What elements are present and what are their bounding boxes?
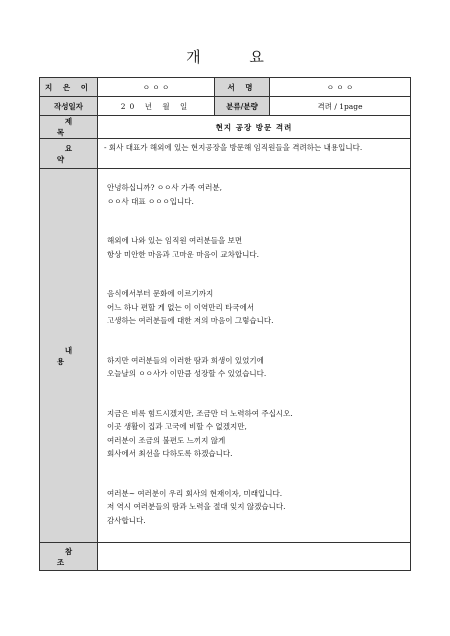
content-line: 해외에 나와 있는 임직원 여러분들을 보면 (107, 236, 243, 245)
content-label: 내 용 (40, 169, 98, 543)
category-value: 격려 / 1page (270, 97, 411, 116)
content-line: 저 역시 여러분들의 땀과 노력을 절대 잊지 않겠습니다. (107, 502, 286, 511)
content-line: 하지만 여러분들의 이러한 땀과 희생이 있었기에 (107, 355, 264, 365)
reference-value (98, 543, 411, 571)
content-line: 음식에서부터 문화에 이르기까지 (107, 289, 214, 298)
paragraph (107, 407, 404, 461)
paragraph (107, 181, 404, 208)
paragraph (107, 234, 404, 261)
paragraph (107, 487, 404, 528)
content-line: 안녕하십니까? ㅇㅇ사 가족 여러분, (107, 183, 222, 192)
summary-label: 요 약 (40, 139, 98, 169)
content-line: 오늘날의 ㅇㅇ사가 이만큼 성장할 수 있었습니다. (107, 369, 267, 378)
subject-label: 제 목 (40, 116, 98, 139)
author-label: 지 은 이 (40, 78, 98, 97)
paragraph (107, 354, 404, 381)
signature-value: ㅇ ㅇ ㅇ (270, 78, 411, 97)
content-line: ㅇㅇ사 대표 ㅇㅇㅇ입니다. (107, 196, 194, 206)
content-body (98, 169, 411, 543)
content-line: 감사합니다. (107, 515, 146, 525)
content-line: 여러분이 조금의 불편도 느끼지 않게 (107, 435, 226, 445)
summary-value: - 회사 대표가 해외에 있는 현지공장을 방문해 임직원들을 격려하는 내용입니다. (98, 139, 411, 169)
content-line: 회사에서 최선을 다하도록 하겠습니다. (107, 449, 233, 458)
date-value: 20 년 월 일 (98, 97, 215, 116)
content-line: 어느 하나 편할 게 없는 이 이역만리 타국에서 (107, 302, 255, 312)
content-line: 지금은 비록 힘드시겠지만, 조금만 더 노력하여 주십시오. (107, 408, 293, 418)
content-line: 여러분~ 여러분이 우리 회사의 현재이자, 미래입니다. (107, 488, 283, 498)
date-label: 작성일자 (40, 97, 98, 116)
signature-label: 서 명 (215, 78, 270, 97)
summary-form-table (39, 77, 411, 571)
reference-label: 참 조 (40, 543, 98, 571)
paragraph (107, 287, 404, 328)
page-title: 개 요 (186, 48, 286, 66)
content-line: 이곳 생활이 집과 고국에 비할 수 없겠지만, (107, 422, 247, 431)
content-line: 고생하는 여러분들에 대한 저의 마음이 그렇습니다. (107, 316, 274, 325)
author-value: ㅇ ㅇ ㅇ (98, 78, 215, 97)
category-label: 분류/분량 (215, 97, 270, 116)
subject-value: 현지 공장 방문 격려 (98, 116, 411, 139)
content-line: 항상 미안한 마음과 고마운 마음이 교차합니다. (107, 249, 259, 259)
